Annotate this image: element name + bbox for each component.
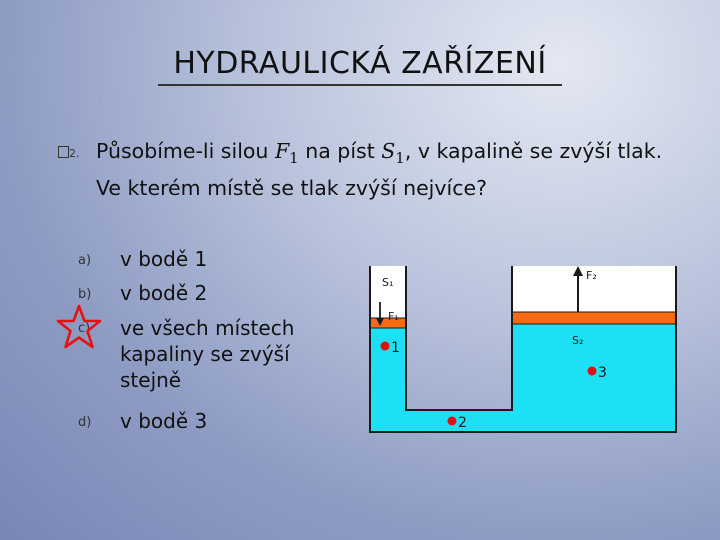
piston-s2 xyxy=(512,312,676,324)
point-1-label: 1 xyxy=(391,340,400,356)
liquid xyxy=(370,324,676,432)
label-s2: S₂ xyxy=(572,334,584,347)
option-d-letter: d) xyxy=(78,415,92,430)
point-2-label: 2 xyxy=(458,415,467,431)
bullet-number: 2. xyxy=(69,147,80,160)
question-text xyxy=(96,136,686,203)
option-b-text[interactable]: v bodě 2 xyxy=(120,281,208,305)
point-3-label: 3 xyxy=(598,365,607,381)
star-icon xyxy=(55,304,103,350)
point-1-marker xyxy=(381,342,390,351)
point-3-marker xyxy=(588,367,597,376)
force-symbol: $F_1$ xyxy=(274,139,299,168)
option-c-letter: c) xyxy=(78,321,91,336)
option-d-text[interactable]: v bodě 3 xyxy=(120,409,208,433)
option-b-letter: b) xyxy=(78,287,92,302)
option-c-text[interactable] xyxy=(120,315,294,393)
question-bullet xyxy=(58,146,80,160)
title-underline xyxy=(158,84,562,86)
option-c-line-1: ve všech místech xyxy=(120,316,295,340)
label-f2: F₂ xyxy=(586,269,597,282)
option-c-line-2: kapaliny se zvýší xyxy=(120,342,290,366)
question-part3: , v kapalině se zvýší tlak. Ve kterém místě se tlak zvýší nejvíce? xyxy=(96,139,663,201)
bullet-box-icon xyxy=(58,146,69,158)
option-a-letter: a) xyxy=(78,253,92,268)
question-part1: Působíme-li silou xyxy=(96,139,275,163)
label-s1: S₁ xyxy=(382,276,394,289)
slide-title: HYDRAULICKÁ ZAŘÍZENÍ xyxy=(173,46,547,81)
option-a-text[interactable]: v bodě 1 xyxy=(120,247,208,271)
hydraulic-press-diagram xyxy=(362,260,692,440)
piston-symbol: $S_1$ xyxy=(381,139,405,168)
point-2-marker xyxy=(448,417,457,426)
label-f1: F₁ xyxy=(388,310,399,323)
option-c-line-3: stejně xyxy=(120,368,182,392)
question-part2: na píst xyxy=(298,139,382,163)
